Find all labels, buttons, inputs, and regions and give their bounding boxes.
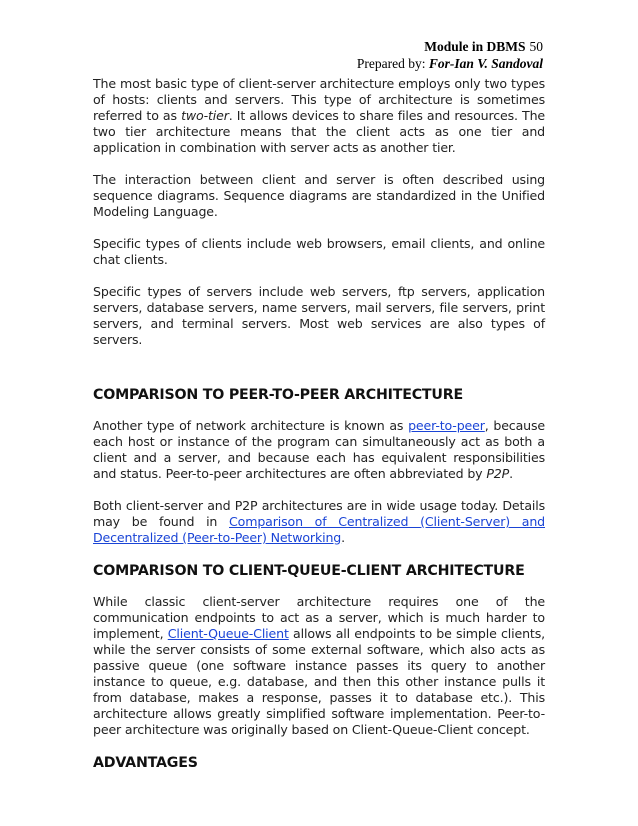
- emphasis-two-tier: two-tier: [181, 108, 229, 123]
- heading-peer-to-peer: COMPARISON TO PEER-TO-PEER ARCHITECTURE: [93, 387, 463, 403]
- heading-client-queue-client: COMPARISON TO CLIENT-QUEUE-CLIENT ARCHITECTURE: [93, 563, 525, 579]
- paragraph-client-types: Specific types of clients include web browsers, email clients, and online chat clients.: [93, 236, 545, 267]
- paragraph-p2p-usage: [93, 498, 545, 546]
- emphasis-p2p: P2P: [486, 466, 510, 481]
- header-author-line: [357, 55, 543, 72]
- paragraph-cqc: [93, 594, 545, 738]
- text-run: Another type of network architecture is known as: [93, 418, 409, 433]
- page-number: 50: [529, 39, 543, 54]
- link-peer-to-peer[interactable]: peer-to-peer: [408, 418, 485, 433]
- heading-advantages: ADVANTAGES: [93, 755, 198, 771]
- link-comparison-networking[interactable]: Comparison of Centralized (Client-Server) and Decentralized (Peer-to-Peer) Networking: [93, 514, 545, 545]
- paragraph-sequence-diagrams: The interaction between client and server is often described using sequence diagrams. Sequence diagrams are standardized in the Unified Modeling Language.: [93, 172, 545, 219]
- section-spacer: [93, 364, 545, 386]
- module-title: Module in DBMS: [424, 39, 526, 54]
- document-body: [93, 76, 545, 786]
- paragraph-p2p-definition: [93, 418, 545, 482]
- paragraph-server-types: Specific types of servers include web servers, ftp servers, application servers, database servers, name servers, mail servers, file servers, print servers, and terminal servers. Most web services are also types of servers.: [93, 284, 545, 347]
- text-run: .: [341, 530, 345, 545]
- text-run: . It allows devices to share files and resources. The two tier architecture means that the client acts as one tier and application in combination with server acts as another tier.: [93, 108, 545, 155]
- text-run: Both client-server and P2P architectures are in wide usage today. Details may be found in: [93, 498, 545, 529]
- header-module-line: [357, 38, 543, 55]
- paragraph-two-tier: [93, 76, 545, 156]
- page-header: [357, 38, 543, 72]
- text-run: The most basic type of client-server architecture employs only two types of hosts: clients and servers. This type of architecture is sometimes referred to as: [93, 76, 545, 123]
- link-client-queue-client[interactable]: Client-Queue-Client: [167, 626, 289, 641]
- author-name: For-Ian V. Sandoval: [428, 56, 543, 71]
- text-run: allows all endpoints to be simple clients, while the server consists of some external software, which also acts as passive queue (one software instance passes its query to another instance to queue, e.g. database, and then this other instance pulls it from database, makes a response, passes it to database etc.). This architecture allows greatly simplified software implementation. Peer-to-peer architecture was originally based on Client-Queue-Client concept.: [93, 626, 545, 737]
- text-run: .: [509, 466, 513, 481]
- text-run: , because each host or instance of the program can simultaneously act as both a client and a server, and because each has equivalent responsibilities and status. Peer-to-peer architectures are often abbreviated by: [93, 418, 545, 481]
- prepared-by-label: Prepared by:: [356, 56, 426, 71]
- text-run: While classic client-server architecture requires one of the communication endpoints to act as a server, which is much harder to implement,: [93, 594, 545, 641]
